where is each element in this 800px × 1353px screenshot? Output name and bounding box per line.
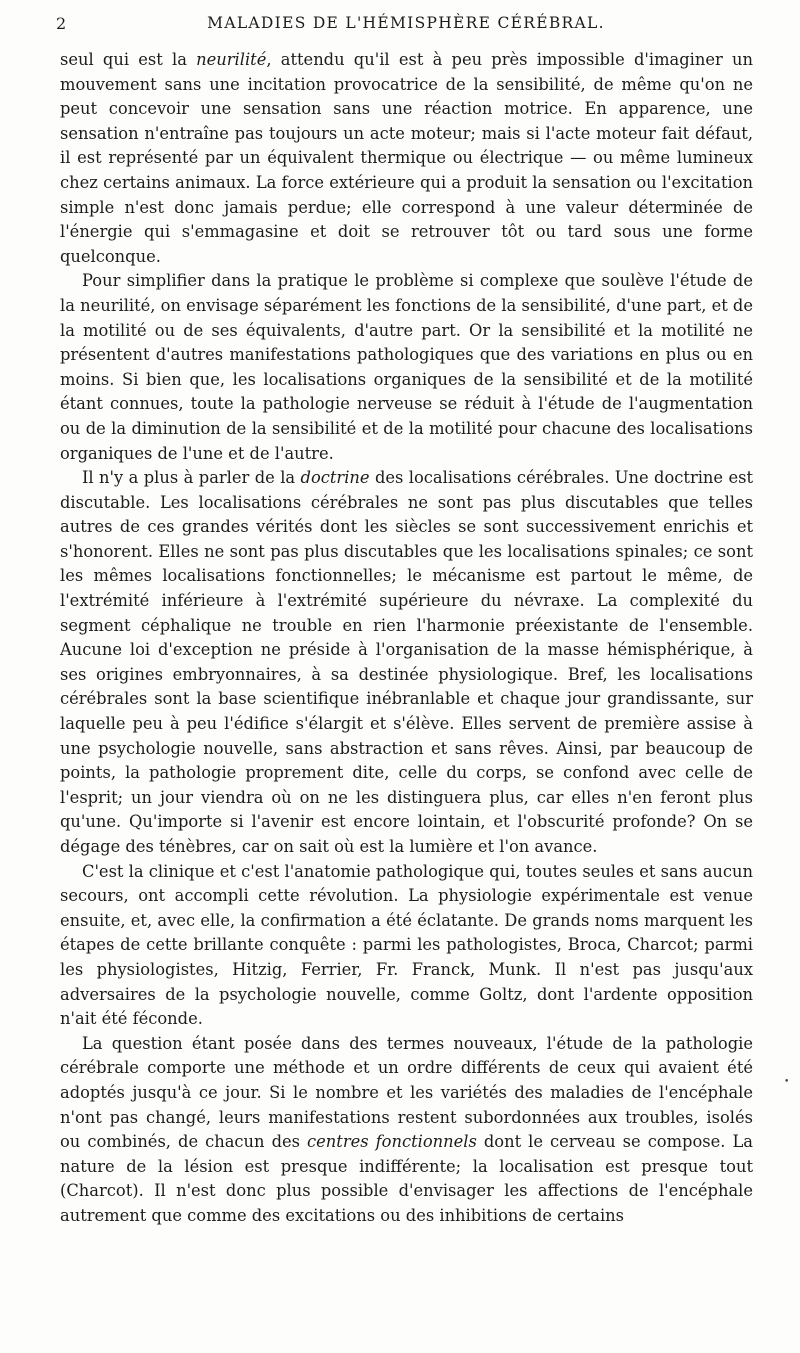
page-header xyxy=(56,14,756,40)
paragraph-3: Il n'y a plus à parler de la doctrine des localisations cérébrales. Une doctrine est discutable. Les localisations cérébrales ne sont pas plus discutables que telles autres de ces grandes vérités dont les siècles se sont successivement enrichis et s'honorent. Elles ne sont pas plus discutables que les localisations spinales; ce sont les mêmes localisations fonctionnelles; le mécanisme est partout le même, de l'extrémité inférieure à l'extrémité supérieure du névraxe. La complexité du segment céphalique ne trouble en rien l'harmonie préexistante de l'ensemble. Aucune loi d'exception ne préside à l'organisation de la masse hémisphérique, à ses origines embryonnaires, à sa destinée physiologique. Bref, les localisations cérébrales sont la base scientifique inébranlable et chaque jour grandissante, sur laquelle peu à peu l'édifice s'élargit et s'élève. Elles servent de première assise à une psychologie nouvelle, sans abstraction et sans rêves. Ainsi, par beaucoup de points, la pathologie proprement dite, celle du corps, se confond avec celle de l'esprit; un jour viendra où on ne les distinguera plus, car elles n'en feront plus qu'une. Qu'importe si l'avenir est encore lointain, et l'obscurité profonde? On se dégage des ténèbres, car on sait où est la lumière et l'on avance. xyxy=(60,468,754,856)
paragraph-4: C'est la clinique et c'est l'anatomie pathologique qui, toutes seules et sans aucun secours, ont accompli cette révolution. La physiologie expérimentale est venue ensuite, et, avec elle, la confirmation a été éclatante. De grands noms marquent les étapes de cette brillante conquête : parmi les pathologistes, Broca, Charcot; parmi les physiologistes, Hitzig, Ferrier, Fr. Franck, Munk. Il n'est pas jusqu'aux adversaires de la psychologie nouvelle, comme Goltz, dont l'ardente opposition n'ait été féconde. xyxy=(60,861,753,1029)
italic-term: neurilité xyxy=(196,50,267,69)
page-number: 2 xyxy=(56,14,68,33)
paragraph-5: La question étant posée dans des termes nouveaux, l'étude de la pathologie cérébrale comporte une méthode et un ordre différents de ceux qui avaient été adoptés jusqu'à ce jour. Si le nombre et les variétés des maladies de l'encéphale n'ont pas changé, leurs manifestations restent subordonnées aux troubles, isolés ou combinés, de chacun des centres fonctionnels dont le cerveau se compose. La nature de la lésion est presque indifférente; la localisation est presque tout (Charcot). Il n'est donc plus possible d'envisager les affections de l'encéphale autrement que comme des excitations ou des inhibitions de certains xyxy=(60,1033,754,1225)
body-text xyxy=(60,48,753,1229)
italic-term: centres fonctionnels xyxy=(307,1132,477,1152)
margin-dot: • xyxy=(784,1077,790,1087)
italic-term: doctrine xyxy=(300,468,370,488)
paragraph-2: Pour simplifier dans la pratique le problème si complexe que soulève l'étude de la neurilité, on envisage séparément les fonctions de la sensibilité, d'une part, et de la motilité ou de ses équivalents, d'autre part. Or la sensibilité et la motilité ne présentent d'autres manifestations pathologiques que des variations en plus ou en moins. Si bien que, les localisations organiques de la sensibilité et de la motilité étant connues, toute la pathologie nerveuse se réduit à l'étude de l'augmentation ou de la diminution de la sensibilité et de la motilité pour chacune des localisations organiques de l'une et de l'autre. xyxy=(60,271,753,463)
paragraph-1: seul qui est la neurilité, attendu qu'il est à peu près impossible d'imaginer un mouvement sans une incitation provocatrice de la sensibilité, de même qu'on ne peut concevoir une sensation sans une réaction motrice. En apparence, une sensation n'entraîne pas toujours un acte moteur; mais si l'acte moteur fait défaut, il est représenté par un équivalent thermique ou électrique — ou même lumineux chez certains animaux. La force extérieure qui a produit la sensation ou l'excitation simple n'est donc jamais perdue; elle correspond à une valeur déterminée de l'énergie qui s'emmagasine et doit se retrouver tôt ou tard sous une forme quelconque. xyxy=(60,50,753,266)
running-title: MALADIES DE L'HÉMISPHÈRE CÉRÉBRAL. xyxy=(207,14,605,32)
